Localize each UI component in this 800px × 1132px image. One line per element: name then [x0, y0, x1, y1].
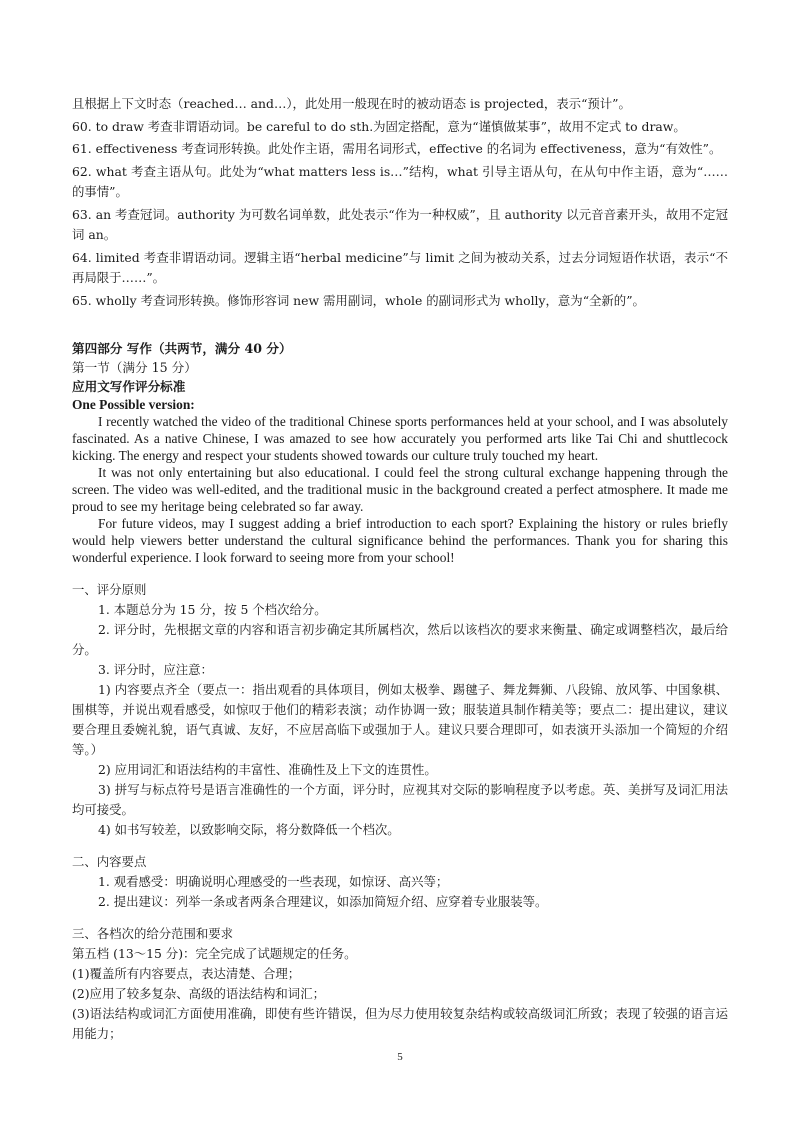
note-1: 1) 内容要点齐全（要点一：指出观看的具体项目，例如太极拳、踢毽子、舞龙舞狮、八段锦、放风筝、中国象棋、围棋等，并说出观看感受，如惊叹于他们的精彩表演；动作协调一致；服装道具制作精美等；要点二：提出建议，建议要合理且委婉礼貌，语气真诚、友好，不应居高临下或强加于人。建议只要合理即可，如表演开头添加一个简短的介绍等。）: [72, 682, 728, 757]
note-2: 2) 应用词汇和语法结构的丰富性、准确性及上下文的连贯性。: [98, 762, 437, 777]
note-4: 4) 如书写较差，以致影响交际，将分数降低一个档次。: [98, 822, 400, 837]
content-points: [72, 852, 728, 912]
answer-63: 63. an 考查冠词。authority 为可数名词单数，此处表示“作为一种权威”，且 authority 以元音音素开头，故用不定冠词 an。: [72, 206, 728, 242]
essay-paragraph-2: It was not only entertaining but also educational. I could feel the strong cultural exchange happening through the screen. The video was well-edited, and the traditional music in the background created a perfect atmosphere. It made me proud to see my heritage being celebrated so far away.: [72, 465, 728, 514]
content-point-2: 2. 提出建议：列举一条或者两条合理建议，如添加简短介绍、应穿着专业服装等。: [98, 894, 548, 909]
essay-paragraph-1: I recently watched the video of the traditional Chinese sports performances held at your school, and I was absolutely fascinated. As a native Chinese, I was amazed to see how accurately you performed arts like Tai Chi and shuttlecock kicking. The energy and respect your students showed towards our culture truly touched my heart.: [72, 414, 728, 463]
principle-3: 3. 评分时，应注意：: [98, 662, 213, 677]
essay-title: One Possible version:: [72, 397, 195, 412]
principle-1: 1. 本题总分为 15 分，按 5 个档次给分。: [98, 602, 327, 617]
answer-explanations: [72, 94, 728, 311]
answer-59-continued: 且根据上下文时态（reached… and…），此处用一般现在时的被动语态 is projected，表示“预计”。: [72, 96, 631, 111]
scoring-principles: [72, 580, 728, 840]
document-page: [72, 94, 728, 1044]
part-four-heading: 第四部分 写作（共两节，满分 40 分）: [72, 341, 292, 356]
answer-61: 61. effectiveness 考查词形转换。此处作主语，需用名词形式，effective 的名词为 effectiveness，意为“有效性”。: [72, 141, 722, 156]
note-3: 3) 拼写与标点符号是语言准确性的一个方面，评分时，应视其对交际的影响程度予以考虑。英、美拼写及词汇用法均可接受。: [72, 782, 728, 817]
essay-paragraph-3: For future videos, may I suggest adding a brief introduction to each sport? Explaining the history or rules briefly would help viewers better understand the cultural significance behind the performances. Thank you for sharing this wonderful experience. I look forward to seeing more from your school!: [72, 516, 728, 565]
grade-five-item-2: (2)应用了较多复杂、高级的语法结构和词汇；: [72, 986, 325, 1001]
answer-65: 65. wholly 考查词形转换。修饰形容词 new 需用副词，whole 的副词形式为 wholly，意为“全新的”。: [72, 292, 645, 308]
page-number: 5: [397, 1051, 403, 1063]
sample-essay: [72, 396, 728, 566]
grade-levels: [72, 924, 728, 1044]
content-point-1: 1. 观看感受：明确说明心理感受的一些表现，如惊讶、高兴等；: [98, 874, 449, 889]
scoring-standard-heading: 应用文写作评分标准: [72, 379, 186, 394]
content-points-heading: 二、内容要点: [72, 854, 147, 869]
principles-heading: 一、评分原则: [72, 582, 147, 597]
section-one-heading: 第一节（满分 15 分）: [72, 360, 197, 375]
answer-64: 64. limited 考查非谓语动词。逻辑主语“herbal medicine”与 limit 之间为被动关系，过去分词短语作状语，表示“不再局限于……”。: [72, 249, 728, 285]
answer-62: 62. what 考查主语从句。此处为“what matters less is…”结构，what 引导主语从句，在从句中作主语，意为“……的事情”。: [72, 163, 728, 199]
grade-five: 第五档 (13～15 分)：完全完成了试题规定的任务。: [72, 946, 357, 961]
grade-five-item-3: (3)语法结构或词汇方面使用准确，即使有些许错误，但为尽力使用较复杂结构或较高级词汇所致；表现了较强的语言运用能力；: [72, 1006, 728, 1041]
principle-2: 2. 评分时，先根据文章的内容和语言初步确定其所属档次，然后以该档次的要求来衡量、确定或调整档次，最后给分。: [72, 622, 728, 657]
grades-heading: 三、各档次的给分范围和要求: [72, 926, 234, 941]
answer-60: 60. to draw 考查非谓语动词。be careful to do sth.为固定搭配，意为“谨慎做某事”，故用不定式 to draw。: [72, 118, 686, 134]
grade-five-item-1: (1)覆盖所有内容要点，表达清楚、合理；: [72, 966, 301, 981]
